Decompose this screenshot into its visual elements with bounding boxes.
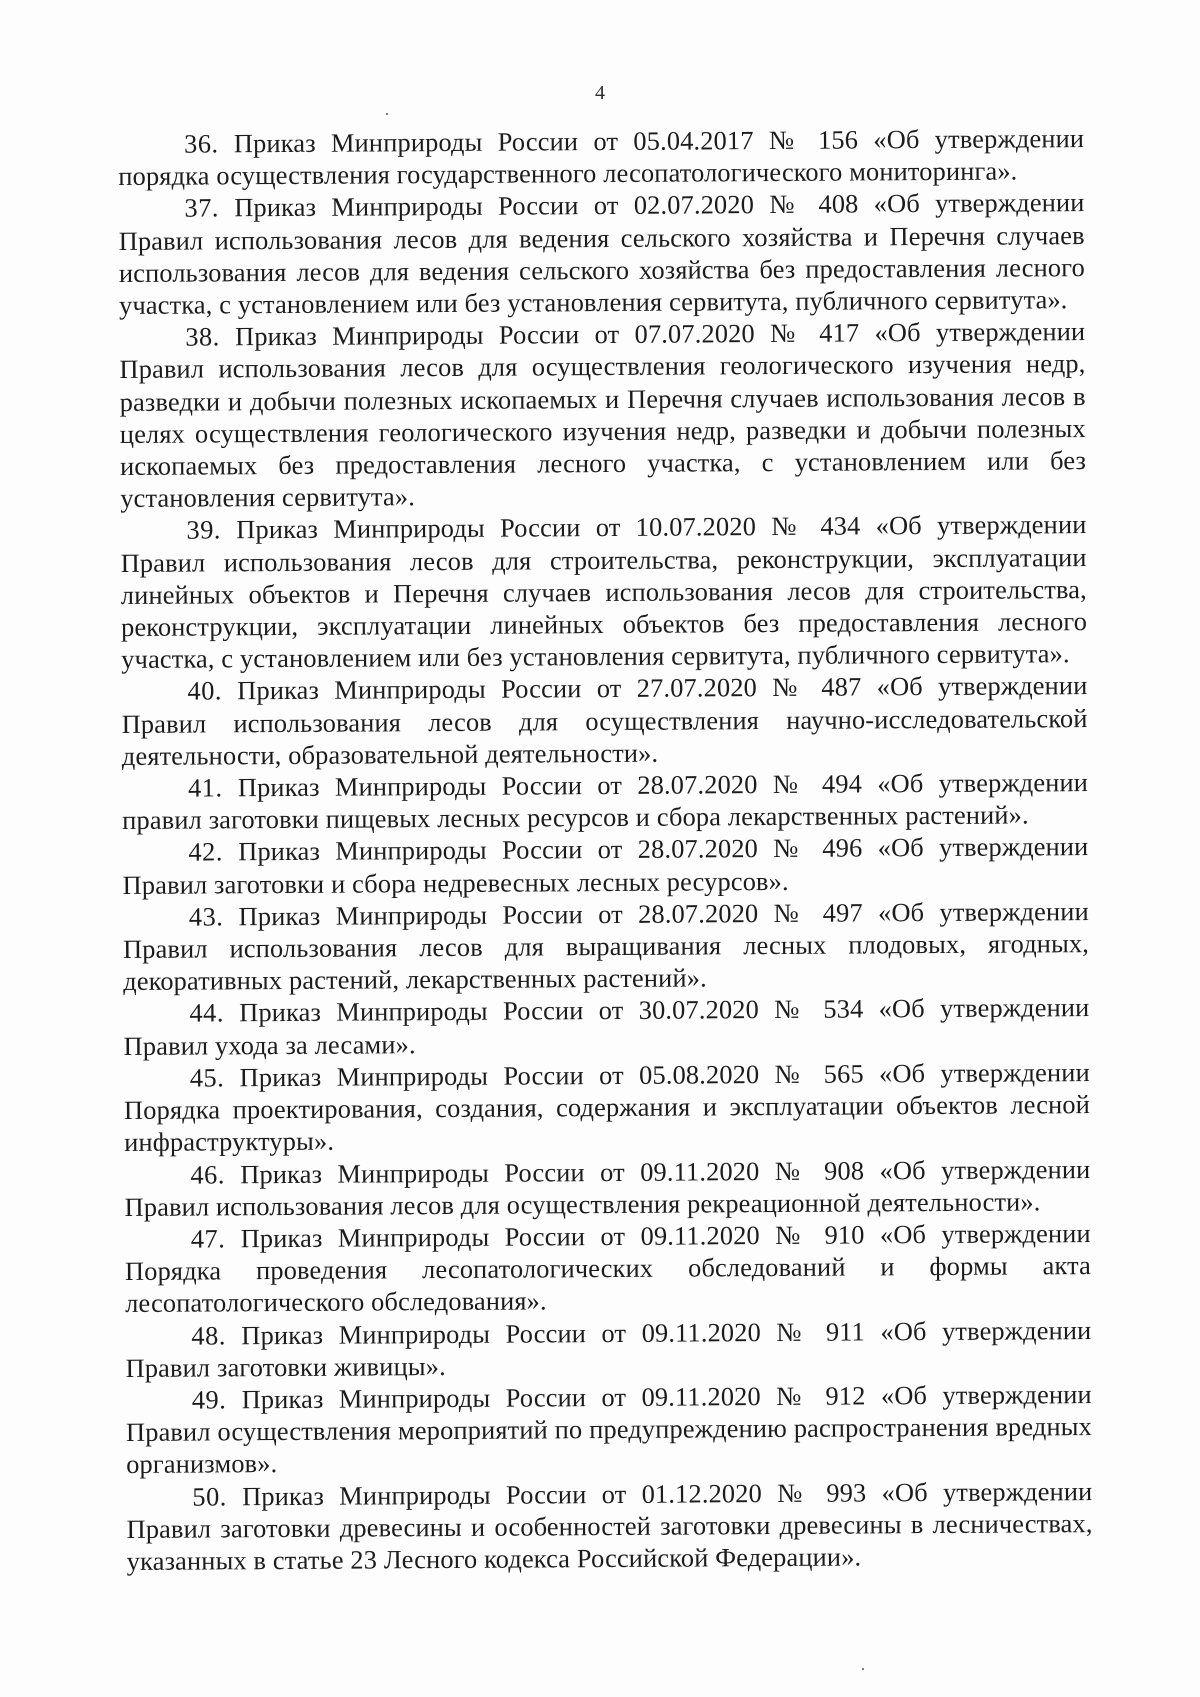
list-item xyxy=(124,1153,1090,1223)
item-number: 40. xyxy=(187,675,223,707)
item-text: Приказ Минприроды России от 05.08.2020 № 565 «Об утверждении Порядка проектирования, создания, содержания и эксплуатации объектов лесной инфраструктуры». xyxy=(123,1056,1091,1158)
item-number: 36. xyxy=(184,128,219,159)
item-number: 50. xyxy=(192,1480,227,1512)
item-text: Приказ Минприроды России от 30.07.2020 № 534 «Об утверждении Правил ухода за лесами». xyxy=(123,992,1090,1061)
item-text: Приказ Минприроды России от 28.07.2020 № 496 «Об утверждении Правил заготовки и сбора недревесных лесных ресурсов». xyxy=(122,831,1089,900)
order-list xyxy=(118,122,1093,1577)
item-text: Приказ Минприроды России от 07.07.2020 № 417 «Об утверждении Правил использования лесов для осуществления геологического изучения недр, разведки и добычи полезных ископаемых и Перечня случаев использования лесов в целях осуществления геологического изучения недр, разведки и добычи полезных ископаемых без предоставления лесного участка, с установлением или без установления сервитута». xyxy=(119,316,1087,514)
scan-speck xyxy=(386,113,388,115)
list-item xyxy=(125,1217,1092,1320)
item-text: Приказ Минприроды России от 28.07.2020 № 497 «Об утверждении Правил использования лесов для выращивания лесных плодовых, ягодных, декоративных растений, лекарственных растений». xyxy=(122,895,1090,997)
item-number: 48. xyxy=(191,1319,226,1351)
list-item xyxy=(122,831,1088,901)
item-number: 44. xyxy=(189,997,224,1029)
item-text: Приказ Минприроды России от 09.11.2020 № 910 «Об утверждении Порядка проведения лесопатологических обследований и формы акта лесопатологического обследования». xyxy=(124,1217,1092,1319)
item-number: 45. xyxy=(189,1062,225,1093)
item-number: 42. xyxy=(188,836,224,868)
item-number: 37. xyxy=(184,192,220,224)
list-item xyxy=(120,509,1087,676)
item-text: Приказ Минприроды России от 27.07.2020 № 487 «Об утверждении Правил использования лесов для осуществления научно-исследовательской деятельности, образовательной деятельности». xyxy=(121,670,1088,771)
list-item xyxy=(121,670,1088,773)
item-text: Приказ Минприроды России от 09.11.2020 № 911 «Об утверждении Правил заготовки живицы». xyxy=(125,1314,1092,1383)
list-item xyxy=(118,122,1084,192)
list-item xyxy=(118,187,1085,322)
item-text: Приказ Минприроды России от 05.04.2017 № 156 «Об утверждении порядка осуществления государственного лесопатологического мониторинга». xyxy=(118,123,1085,192)
item-text: Приказ Минприроды России от 02.07.2020 № 408 «Об утверждении Правил использования лесов для ведения сельского хозяйства и Перечня случаев использования лесов для ведения сельского хозяйства без предоставления лесного участка, с установлением или без установления сервитута, публичного сервитута». xyxy=(118,187,1085,321)
item-text: Приказ Минприроды России от 01.12.2020 № 993 «Об утверждении Правил заготовки древесины и особенностей заготовки древесины в лесничествах, указанных в статье 23 Лесного кодекса Российской Федерации». xyxy=(126,1475,1093,1576)
list-item xyxy=(126,1475,1093,1578)
item-number: 47. xyxy=(190,1223,226,1254)
page-number: 4 xyxy=(595,82,605,104)
item-number: 43. xyxy=(188,901,224,932)
list-item xyxy=(125,1314,1091,1384)
scan-speck xyxy=(862,1668,864,1670)
item-number: 46. xyxy=(190,1158,225,1190)
list-item xyxy=(123,895,1090,998)
item-number: 39. xyxy=(186,514,222,546)
list-item xyxy=(122,766,1088,836)
list-item xyxy=(123,992,1089,1062)
item-text: Приказ Минприроды России от 09.11.2020 № 912 «Об утверждении Правил осуществления мероприятий по предупреждению распространения вредных организмов». xyxy=(125,1378,1093,1480)
list-item xyxy=(124,1056,1091,1159)
item-number: 38. xyxy=(185,321,220,352)
item-text: Приказ Минприроды России от 09.11.2020 № 908 «Об утверждении Правил использования лесов для осуществления рекреационной деятельности». xyxy=(124,1153,1091,1222)
item-text: Приказ Минприроды России от 28.07.2020 № 494 «Об утверждении правил заготовки пищевых лесных ресурсов и сбора лекарственных растений». xyxy=(122,767,1089,836)
item-number: 49. xyxy=(191,1384,227,1415)
list-item xyxy=(119,315,1086,514)
list-item xyxy=(126,1378,1093,1481)
item-number: 41. xyxy=(187,772,223,803)
item-text: Приказ Минприроды России от 10.07.2020 № 434 «Об утверждении Правил использования лесов для строительства, реконструкции, эксплуатации линейных объектов и Перечня случаев использования лесов для строительства, реконструкции, эксплуатации линейных объектов без предоставления лесного участка, с установлением или без установления сервитута, публичного сервитута». xyxy=(120,509,1088,675)
